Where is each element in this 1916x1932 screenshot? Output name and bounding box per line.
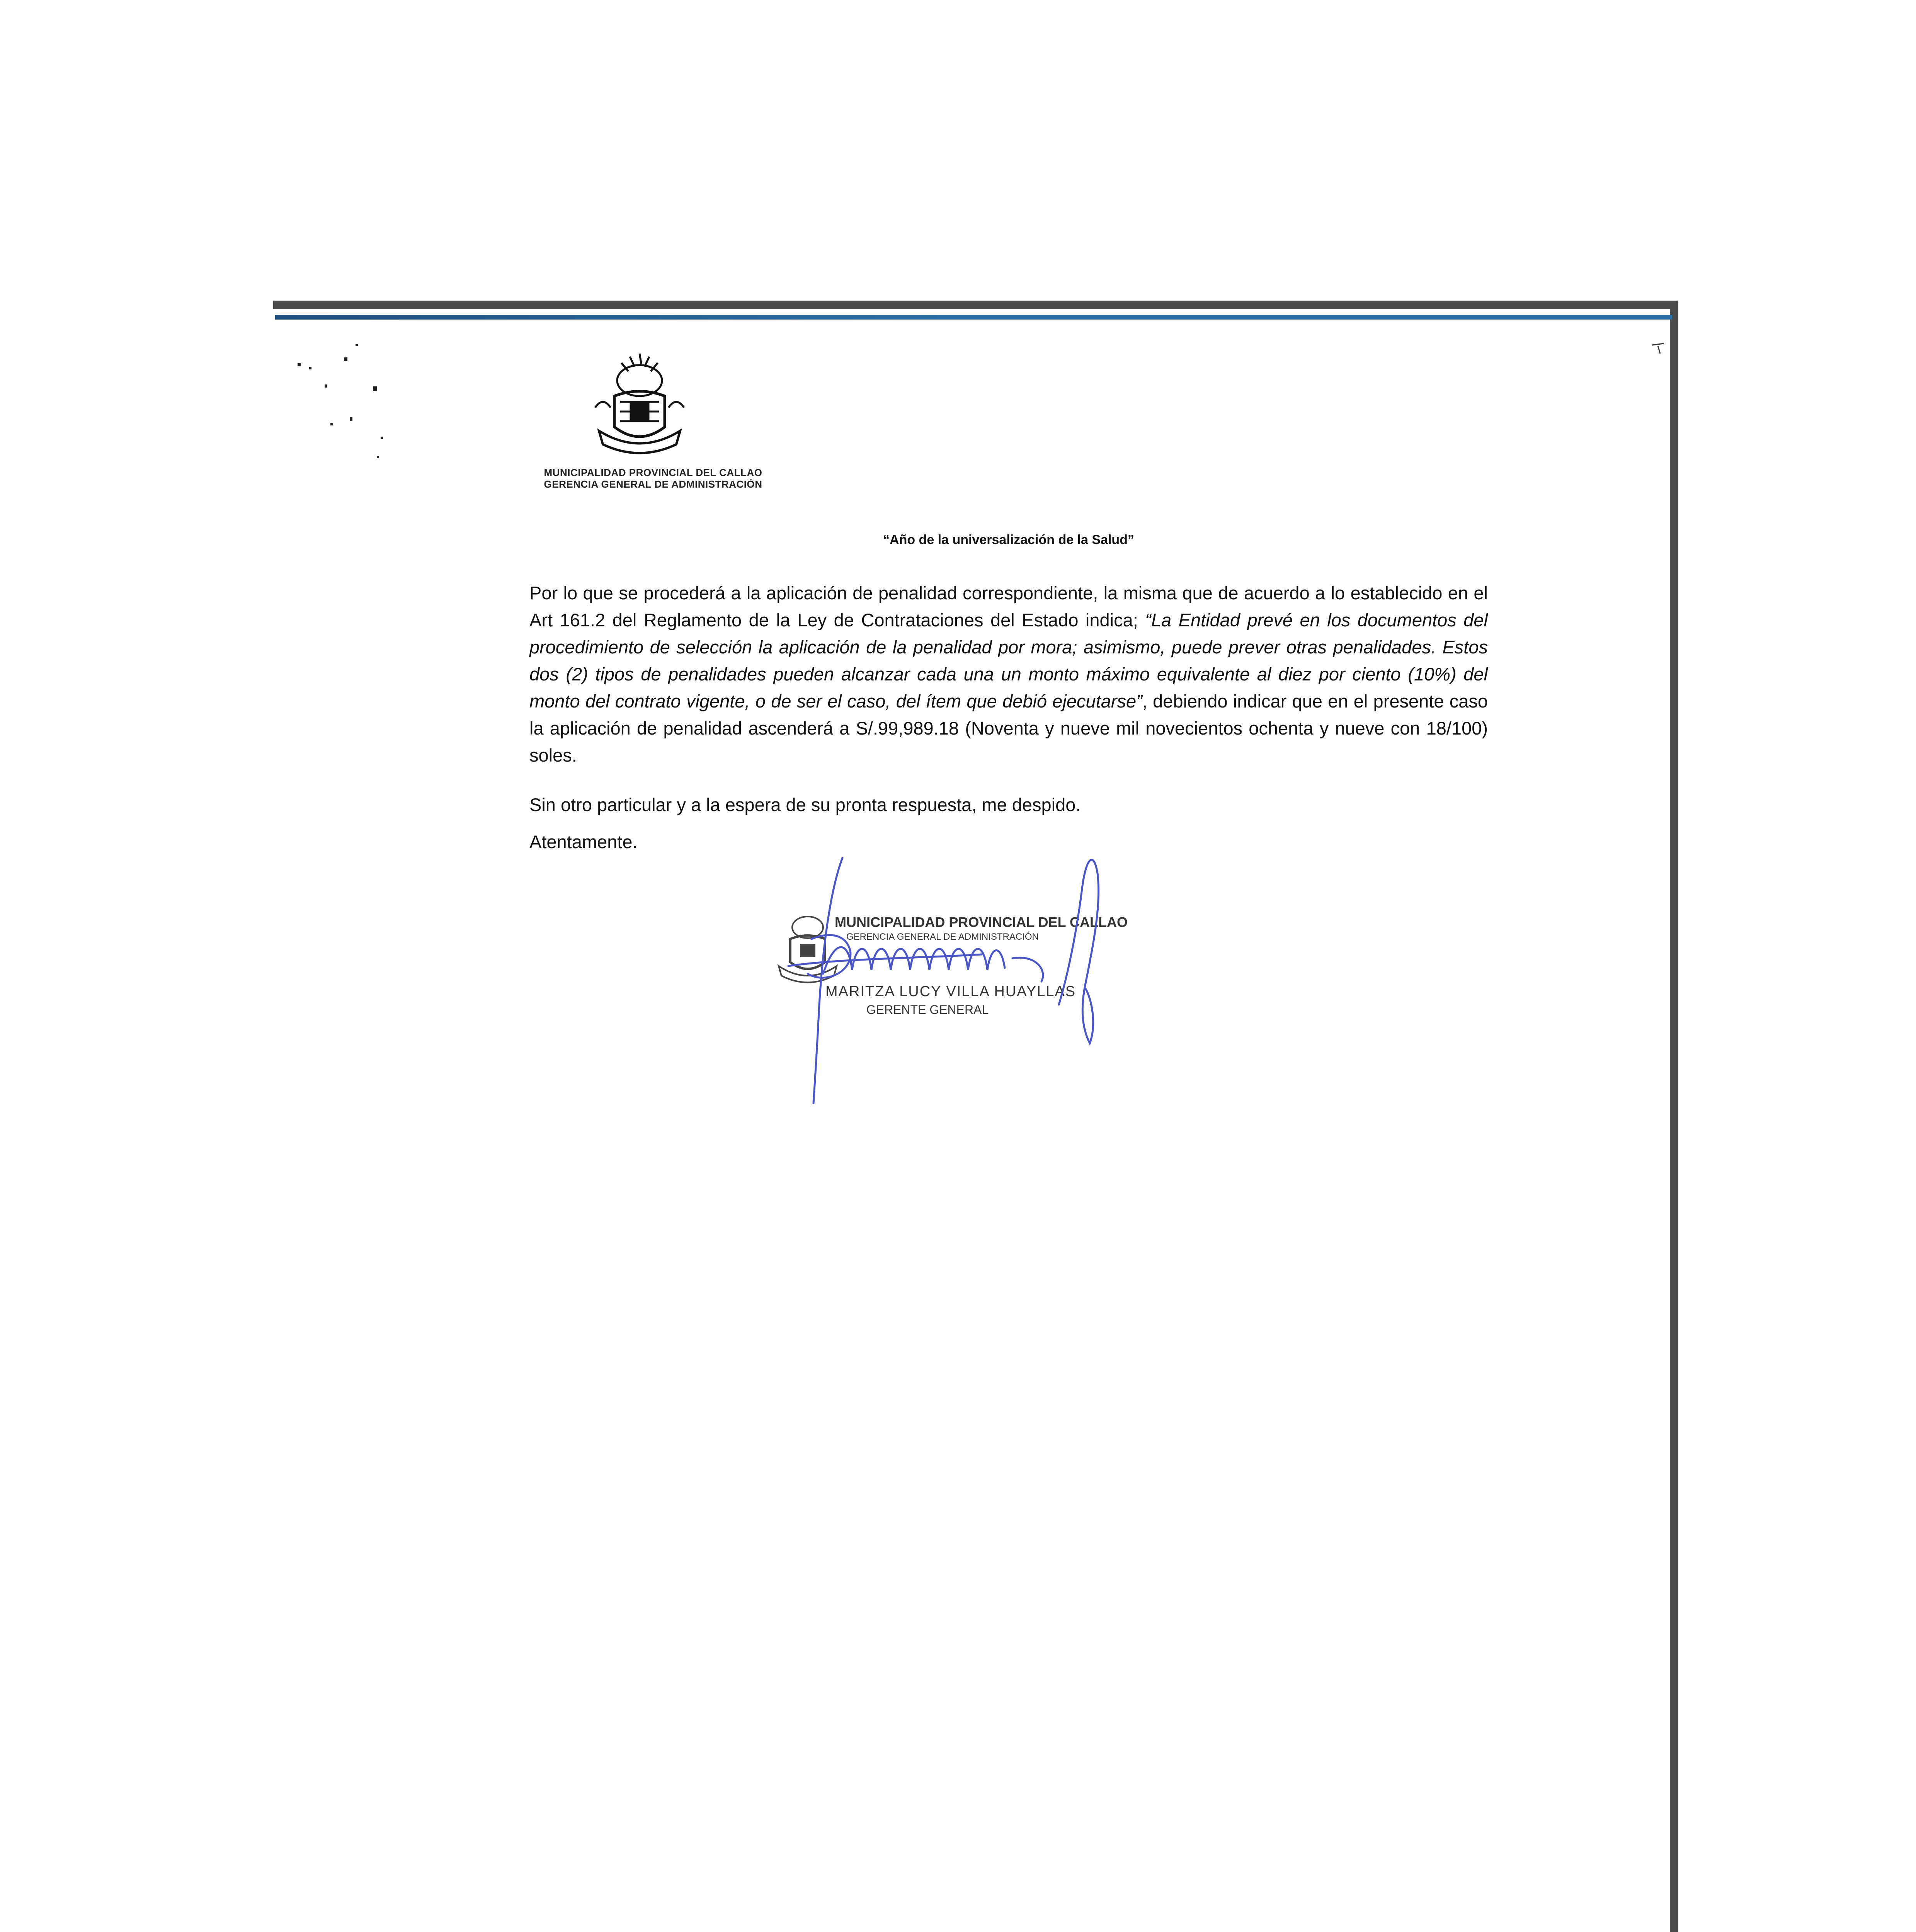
body-paragraph	[529, 580, 1488, 769]
stamp-line1: MUNICIPALIDAD PROVINCIAL DEL CALLAO	[835, 914, 1128, 930]
stamp-line2: GERENCIA GENERAL DE ADMINISTRACIÓN	[846, 932, 1039, 942]
signer-title: GERENTE GENERAL	[866, 1003, 989, 1017]
body-tail: , debiendo indicar que en el presente caso la aplicación de penalidad ascenderá a S/.99,989.18 (Noventa y nueve mil novecientos ochenta y nueve con 18/100) soles.	[529, 691, 1488, 765]
closing-sentence: Sin otro particular y a la espera de su pronta respuesta, me despido.	[529, 794, 1081, 815]
header-org-line1: MUNICIPALIDAD PROVINCIAL DEL CALLAO	[544, 467, 762, 478]
year-motto: “Año de la universalización de la Salud”	[883, 532, 1134, 547]
scan-speck	[1650, 342, 1666, 357]
legal-quote: “La Entidad prevé en los documentos del procedimiento de selección la aplicación de la penalidad por mora; asimismo, puede prever otras penalidades. Estos dos (2) tipos de penalidades pueden alcanzar cada una un monto máximo equivalente al diez por ciento (10%) del monto del contrato vigente, o de ser el caso, del ítem que debió ejecutarse”	[529, 610, 1488, 711]
header-stripe	[275, 315, 1672, 320]
scan-specks	[294, 340, 456, 468]
header-organization	[529, 467, 777, 490]
municipal-coat-of-arms-icon	[587, 350, 692, 460]
handwritten-signature	[765, 842, 1175, 1105]
header-org-line2: GERENCIA GENERAL DE ADMINISTRACIÓN	[544, 478, 762, 490]
signer-name: MARITZA LUCY VILLA HUAYLLAS	[825, 983, 1076, 1000]
body-intro: Por lo que se procederá a la aplicación de penalidad correspondiente, la misma que de acuerdo a lo establecido en el Art 161.2 del Reglamento de la Ley de Contrataciones del Estado indica;	[529, 583, 1488, 630]
regards: Atentamente.	[529, 832, 638, 852]
